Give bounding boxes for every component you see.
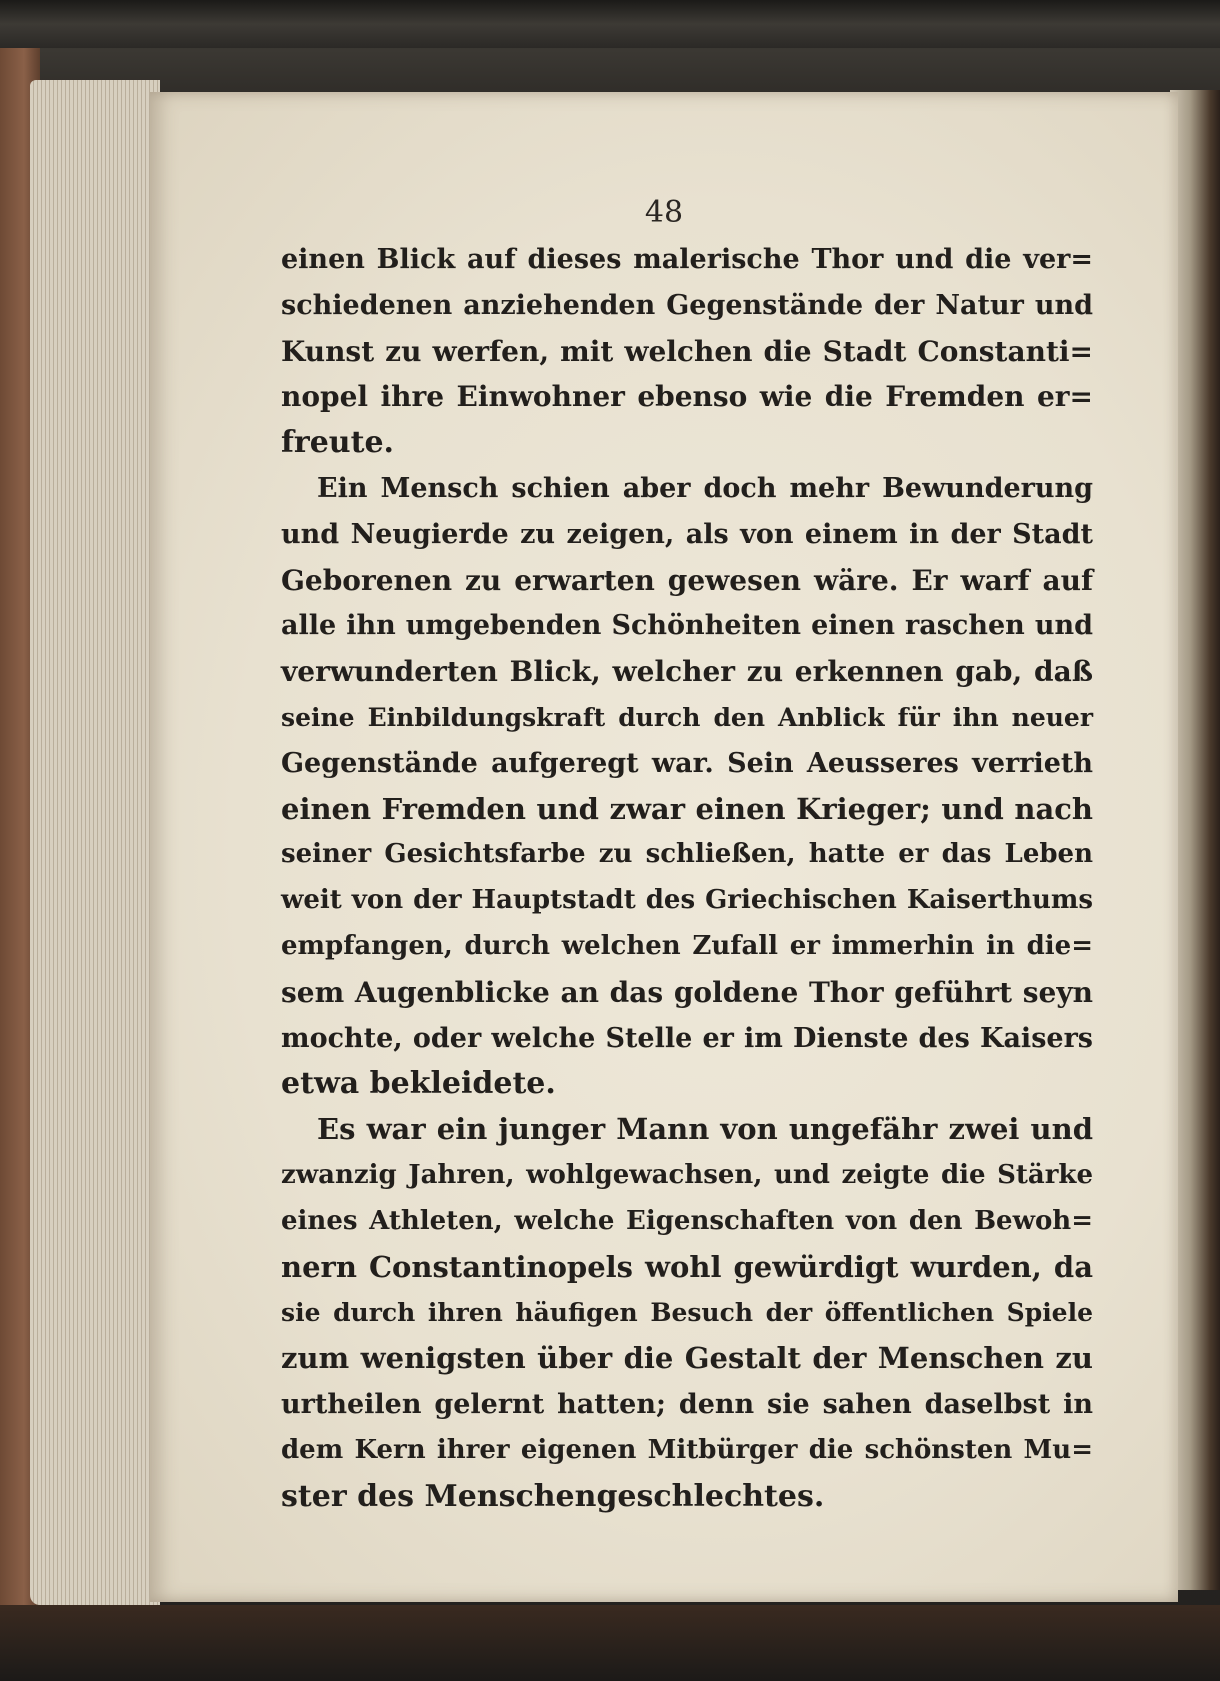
text-line: seiner Gesichtsfarbe zu schließen, hatte er das Leben (281, 839, 1093, 870)
text-line: sem Augenblicke an das goldene Thor geführt seyn (281, 975, 1093, 1009)
text-line: und Neugierde zu zeigen, als von einem in der Stadt (281, 518, 1093, 550)
book-page (150, 92, 1178, 1602)
text-line: Es war ein junger Mann von ungefähr zwei und (317, 1112, 1093, 1147)
text-line: Geborenen zu erwarten gewesen wäre. Er warf auf (281, 563, 1093, 597)
left-page-stack (30, 80, 160, 1605)
text-line: seine Einbildungskraft durch den Anblick für ihn neuer (281, 702, 1093, 732)
text-line: zum wenigsten über die Gestalt der Menschen zu (281, 1341, 1093, 1376)
text-line: sie durch ihren häufigen Besuch der öffentlichen Spiele (281, 1298, 1093, 1328)
text-line: Gegenstände aufgeregt war. Sein Aeusseres verrieth (281, 747, 1093, 779)
text-line: empfangen, durch welchen Zufall er immerhin in die= (281, 930, 1093, 961)
text-line: nern Constantinopels wohl gewürdigt wurden, da (281, 1249, 1093, 1284)
book-top-edge (0, 0, 1220, 48)
text-line: dem Kern ihrer eigenen Mitbürger die schönsten Mu= (281, 1434, 1093, 1465)
text-line: Ein Mensch schien aber doch mehr Bewunderung (317, 472, 1093, 504)
text-line: eines Athleten, welche Eigenschaften von den Bewoh= (281, 1205, 1093, 1236)
book-cover-bottom (0, 1605, 1220, 1681)
text-line: alle ihn umgebenden Schönheiten einen raschen und (281, 610, 1093, 642)
page-number: 48 (644, 195, 684, 230)
text-line: schiedenen anziehenden Gegenstände der Natur und (281, 289, 1093, 321)
text-line: Kunst zu werfen, mit welchen die Stadt Constanti= (281, 334, 1093, 368)
text-line: freute. (281, 425, 394, 461)
text-line: nopel ihre Einwohner ebenso wie die Fremden er= (281, 380, 1093, 414)
text-line: weit von der Hauptstadt des Griechischen Kaiserthums (281, 885, 1093, 916)
text-line: mochte, oder welche Stelle er im Dienste des Kaisers (281, 1022, 1093, 1054)
text-line: einen Blick auf dieses malerische Thor und die ver= (281, 244, 1093, 275)
text-line: ster des Menschengeschlechtes. (281, 1478, 825, 1514)
text-line: zwanzig Jahren, wohlgewachsen, und zeigte die Stärke (281, 1159, 1093, 1190)
text-line: etwa bekleidete. (281, 1066, 556, 1102)
text-line: verwunderten Blick, welcher zu erkennen gab, daß (281, 655, 1093, 689)
page-text (281, 237, 1093, 1519)
text-line: urtheilen gelernt hatten; denn sie sahen daselbst in (281, 1388, 1093, 1420)
text-line: einen Fremden und zwar einen Krieger; und nach (281, 791, 1093, 826)
